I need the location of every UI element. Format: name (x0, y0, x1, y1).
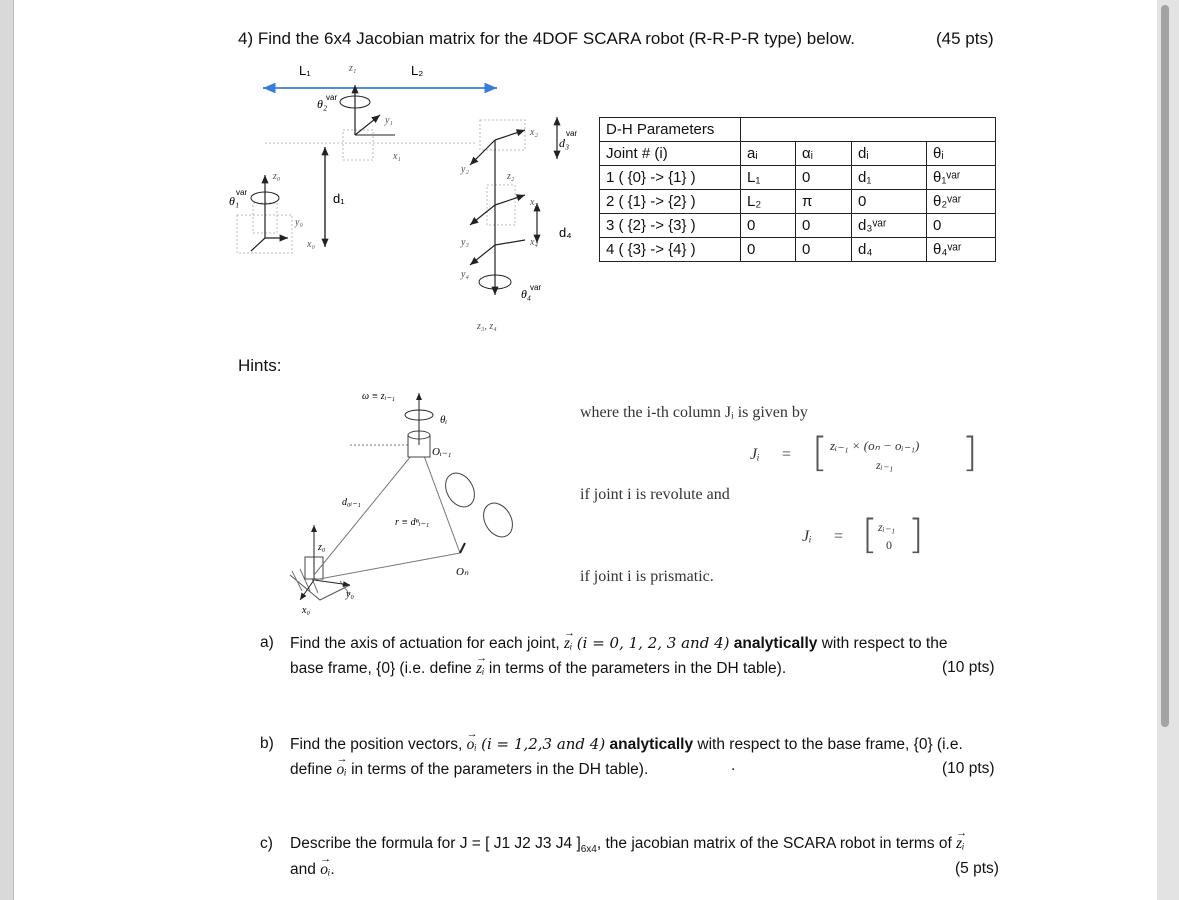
label-y0: y₀ (346, 589, 354, 600)
label-x4: x₄ (530, 237, 538, 248)
hint-prismatic-top: zᵢ₋₁ (878, 520, 896, 534)
label-x1: x₁ (393, 151, 401, 162)
scara-robot-diagram (225, 55, 595, 345)
table-row (600, 190, 996, 214)
dh-cell: θ₄ᵛᵃʳ (927, 238, 996, 262)
hint-prismatic-text: if joint i is prismatic. (580, 568, 714, 585)
dh-cell: d₃ᵛᵃʳ (852, 214, 927, 238)
dh-cell: 2 ( {1} -> {2} ) (600, 190, 741, 214)
hint-eq-revolute: = (782, 446, 792, 463)
vector-z-icon: → zᵢ (564, 631, 572, 657)
part-a-line1: Find the axis of actuation for each joint, → zᵢ (i = 0, 1, 2, 3 and 4) analytically with respect to the (290, 630, 947, 657)
vector-o-icon: → oᵢ (337, 757, 347, 783)
label-x0: x₀ (302, 605, 310, 616)
hint-column-text: where the i-th column Jᵢ is given by (580, 404, 808, 421)
part-c-points: (5 pts) (955, 860, 999, 877)
label-z3-z4: z₃, z₄ (477, 321, 497, 332)
label-d4: d₄ (559, 225, 572, 240)
hint-prismatic-bottom: 0 (886, 538, 892, 552)
hint-revolute-bottom: zᵢ₋₁ (876, 458, 894, 472)
vector-z-icon: → zᵢ (956, 831, 964, 857)
label-y2: y₂ (461, 164, 469, 175)
question-points: (45 pts) (936, 29, 994, 48)
label-L1: L₁ (299, 63, 311, 78)
label-z1: z₁ (349, 63, 357, 74)
table-row (600, 238, 996, 262)
label-z2: z₂ (507, 171, 515, 182)
label-x2: x₂ (530, 127, 538, 138)
part-b-label: b) (260, 735, 274, 752)
dh-cell: 0 (927, 214, 996, 238)
label-x3: x₃ (530, 197, 538, 208)
dh-cell: 0 (796, 166, 852, 190)
label-theta2: θ₂ (317, 97, 328, 111)
dh-cell: θ₁ᵛᵃʳ (927, 166, 996, 190)
label-O-i-1: Oᵢ₋₁ (432, 446, 452, 458)
label-theta4-var: var (530, 283, 542, 292)
part-c-line1: Describe the formula for J = [ J1 J2 J3 J4 ]$_{6x4}$, the jacobian matrix of the SCARA robot in terms of → zᵢ (290, 831, 965, 863)
dh-table-title: D-H Parameters (600, 118, 741, 142)
dh-cell: 3 ( {2} -> {3} ) (600, 214, 741, 238)
hint-ji-revolute: Jᵢ (750, 446, 760, 463)
dh-cell: 0 (852, 190, 927, 214)
part-a-line2: base frame, {0} (i.e. define → zᵢ in terms of the parameters in the DH table). (290, 656, 786, 682)
label-y0: y₀ (295, 217, 303, 228)
label-On: Oₙ (456, 566, 469, 578)
dh-cell: L₁ (741, 166, 796, 190)
label-omega: ω ≡ zᵢ₋₁ (362, 391, 396, 402)
dh-cell: L₂ (741, 190, 796, 214)
label-d3: d₃ (559, 136, 570, 150)
vector-o-icon: → oᵢ (467, 732, 477, 758)
dh-cell: d₁ (852, 166, 927, 190)
label-theta1: θ₁ (229, 194, 240, 208)
label-z0: z₀ (273, 171, 281, 182)
hint-ji-prismatic: Jᵢ (802, 528, 812, 545)
table-row (600, 142, 996, 166)
hint-revolute-text: if joint i is revolute and (580, 486, 730, 503)
dh-cell: 0 (796, 214, 852, 238)
scrollbar-thumb[interactable] (1161, 5, 1169, 727)
part-c-label: c) (260, 835, 273, 852)
label-z0: z₀ (318, 542, 326, 553)
dh-cell: 0 (741, 214, 796, 238)
dh-parameters-table (599, 117, 996, 262)
dh-cell: 0 (741, 238, 796, 262)
label-theta2-var: var (326, 93, 338, 102)
part-b-line2: define → oᵢ in terms of the parameters in the DH table). (290, 757, 648, 783)
dh-header-d: dᵢ (852, 142, 927, 166)
hints-heading: Hints: (238, 356, 282, 375)
label-r: r ≡ dⁿᵢ₋₁ (395, 517, 430, 528)
label-L2: L₂ (411, 63, 424, 78)
dh-header-theta: θᵢ (927, 142, 996, 166)
part-b-points: (10 pts) (942, 760, 995, 777)
label-theta1-var: var (236, 188, 248, 197)
label-d3-var: var (566, 129, 578, 138)
window-edge-line (13, 0, 14, 900)
dh-header-a: aᵢ (741, 142, 796, 166)
part-c-line2: and → oᵢ. (290, 857, 335, 883)
question-title: 4) Find the 6x4 Jacobian matrix for the 4DOF SCARA robot (R-R-P-R type) below. (238, 29, 855, 48)
label-d0: d₀ᵢ₋₁ (342, 497, 361, 508)
window-edge-left (0, 0, 13, 900)
label-y4: y₄ (461, 269, 469, 280)
dh-cell: 4 ( {3} -> {4} ) (600, 238, 741, 262)
dh-cell: 1 ( {0} -> {1} ) (600, 166, 741, 190)
label-d1: d₁ (333, 191, 345, 206)
part-b-line1: Find the position vectors, → oᵢ (i = 1,2,3 and 4) analytically with respect to the base frame, {0} (i.e. (290, 731, 963, 758)
label-theta4: θ₄ (521, 287, 532, 301)
dh-header-joint: Joint # (i) (600, 142, 741, 166)
part-a-label: a) (260, 634, 274, 651)
vector-z-icon: → zᵢ (476, 656, 484, 682)
hint-eq-prismatic: = (834, 528, 844, 545)
hints-manipulator-diagram (280, 385, 520, 620)
dh-cell: π (796, 190, 852, 214)
dh-cell: θ₂ᵛᵃʳ (927, 190, 996, 214)
part-a-points: (10 pts) (942, 659, 995, 676)
label-theta-i: θᵢ (440, 414, 448, 426)
table-row (600, 214, 996, 238)
table-row (600, 166, 996, 190)
label-y1: y₁ (385, 115, 393, 126)
label-x0: x₀ (307, 239, 315, 250)
label-y3: y₃ (461, 237, 469, 248)
part-b-dot: . (731, 757, 736, 774)
hint-revolute-top: zᵢ₋₁ × (oₙ − oᵢ₋₁) (830, 438, 920, 453)
dh-cell: 0 (796, 238, 852, 262)
dh-header-alpha: αᵢ (796, 142, 852, 166)
vector-o-icon: → oᵢ (320, 857, 330, 883)
dh-cell: d₄ (852, 238, 927, 262)
